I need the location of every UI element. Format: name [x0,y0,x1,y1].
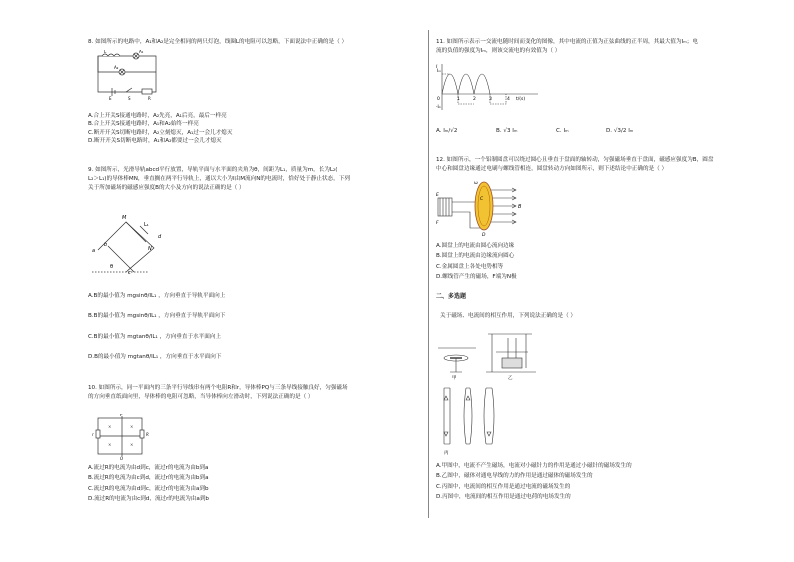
q13-option-c: C.丙图中，电流间的相互作用是通过电流的磁场发生的 [436,483,571,490]
q12-option-d: D.螺线管产生的磁场，F端为N极 [436,274,517,281]
q12-aluminum-disk [475,182,493,230]
q12-label-B: B [518,204,522,210]
q9-label-b: b [104,242,108,248]
q12-label-C: C [480,197,484,202]
q9-label-a: a [92,248,96,254]
q8-label-E: E [109,96,112,100]
svg-text:×: × [108,442,112,447]
q10-option-d: D.流过R的电流为由c到d，流过r的电流为由a到b [88,496,209,503]
q11-stem-line-2: 流的负值的强度为Iₘ，则该交流电的有效值为（ ） [436,48,561,54]
q13-label-bing: 丙 [444,451,449,456]
q11-label-I: I [436,65,438,70]
q13-option-a: A.甲图中，电流不产生磁场，电流对小磁针力的作用是通过小磁针的磁场发生的 [436,463,632,469]
q13-label-jia: 甲 [452,376,457,380]
q8-label-R: R [148,96,151,100]
q8-option-a: A.合上开关S接通电路时，A₂先亮，A₁后亮，最后一样亮 [88,113,227,119]
q8-option-d: D.断开开关S切断电路时，A₁和A₂都要过一会儿才熄灭 [88,138,222,145]
q13-option-d: D.丙图中，电流间的相互作用是通过电荷的电场发生的 [436,494,571,501]
q9-label-M: M [122,215,127,221]
q10-label-Q: Q [120,456,124,460]
q11-option-b: B. √3 Iₘ [496,128,518,134]
q12-stem-line-2: 中心和圆盘边缘通过电刷与螺线管相连，圆盘转动方向如图所示，则下述结论中正确的是（ ） [436,166,668,172]
q10-stem-line-1: 10. 如图所示，同一平面内的三条平行导线串有两个电阻R和r，导体棒PQ与三条导线接触良好，匀强磁场 [88,385,348,391]
q9-stem-line-2: L₂＞L₁)的导体棒MN，垂直搁在两平行导轨上，通以大小为I由M流向N的电流时，恰好处于静止状态，下列 [88,176,350,182]
q9-label-L1: L₁ [144,222,149,228]
q12-disk-diagram [436,176,526,238]
q12-label-D: D [482,233,486,238]
q11-label-unit: t/(s) [516,97,526,102]
q9-label-c: c [128,270,131,274]
q13-figure-jia-yi [436,328,546,380]
q8-option-b: B.合上开关S接通电路时，A₁和A₂始终一样亮 [88,121,199,128]
q13-options [436,462,632,502]
q10-label-r: r [92,432,94,437]
q11-stem-line-1: 11. 如图所示表示一交流电随时间而变化的图像，其中电流的正值为正弦曲线的正半周，其最大值为Iₘ；电 [436,39,698,45]
q9-stem-line-3: 关于所加磁场的磁感应强度B的大小及方向的说法正确的是（ ） [88,185,245,191]
q10-label-P: P [120,414,123,417]
q9-incline-diagram [88,202,168,274]
q12-option-b: B.圆盘上的电流由边缘流向圆心 [436,253,515,260]
q9-option-d: D.B的最小值为 mgtanθ/IL₁ ，方向垂直于水平面向下 [88,354,222,361]
q9-stem [88,166,350,193]
q8-stem: 8. 如图所示的电路中，A₁和A₂是完全相同的两只灯泡，线圈L的电阻可以忽略，下面说法中正确的是（ ） [88,39,348,45]
q11-option-a: A. Iₘ/√2 [436,128,458,134]
q11-label-zero: 0 [437,97,440,102]
q8-label-S: S [128,96,131,100]
q12-label-E: E [436,193,439,198]
q11-label-t3: 3 [489,97,492,102]
column-divider [428,30,429,518]
q9-option-b: B.B的最小值为 mgsinθ/IL₁ ，方向垂直于导轨平面向下 [88,313,226,320]
q8-label-A1: A₁ [139,50,144,54]
q12-options [436,242,517,282]
q9-label-N: N [148,246,152,252]
q12-option-a: A.圆盘上的电流由圆心流向边缘 [436,243,515,249]
q13-figure-bing [436,382,516,458]
svg-text:×: × [130,442,134,447]
q10-option-c: C.流过R的电流为由d到c，流过r的电流为由a到b [88,485,209,492]
q8-label-A2: A₂ [114,65,119,70]
svg-text:×: × [130,424,134,429]
q11-option-c: C. Iₘ [556,128,569,134]
q11-current-graph [436,60,546,112]
q11-stem [436,38,698,56]
q10-options [88,464,209,504]
section-heading-multi-choice: 二、多选题 [436,293,467,300]
q8-options [88,112,232,146]
q10-stem-line-2: 的方向垂直纸面向里，导体棒的电阻可忽略，当导体棒向左滑动时，下列说法正确的是（ ） [88,394,314,400]
q13-label-yi: 乙 [508,376,513,380]
q12-stem [436,156,713,174]
q11-label-neg: -Iₘ [436,104,442,109]
q12-label-F: F [436,221,439,226]
q9-option-a: A.B的最小值为 mgsinθ/IL₁ ，方向垂直于导轨平面向上 [88,293,226,299]
q12-option-c: C.金属圆盘上各处电势相等 [436,263,504,270]
svg-text:×: × [108,424,112,429]
q10-option-a: A.流过R的电流为由d到c，流过r的电流为由b到a [88,465,209,471]
q10-option-b: B.流过R的电流为由c到d，流过r的电流为由b到a [88,475,209,482]
q9-label-d: d [158,234,162,240]
q9-options [88,292,225,362]
q11-option-d: D. √3/2 Iₘ [606,128,634,134]
q13-option-b: B.乙图中，磁体对通电导线的力的作用是通过磁体的磁场发生的 [436,473,593,480]
q8-circuit-diagram [92,50,164,100]
q11-label-Im: Iₘ [437,69,442,74]
q10-stem [88,384,348,402]
q8-option-c: C.断开开关S切断电路时，A₂立刻熄灭，A₁过一会儿才熄灭 [88,129,233,136]
q9-stem-line-1: 9. 如图所示，光滑导轨abcd平行放置，导轨平面与水平面的夹角为θ，间距为L₁，质量为m，长为L₂( [88,167,338,173]
q10-label-R: R [146,432,149,437]
q11-label-t1: 1 [457,97,460,102]
q13-stem: 关于磁场、电流间的相互作用，下列说法正确的是（ ） [440,313,577,319]
q11-label-t2: 2 [473,97,476,102]
q10-circuit-diagram [92,414,152,460]
q12-label-omega: ω [474,181,478,186]
q9-option-c: C.B的最小值为 mgtanθ/IL₁ ，方向垂直于水平面向上 [88,333,222,340]
q8-label-L: L [104,50,107,54]
q9-label-theta: θ [110,264,114,270]
q12-stem-line-1: 12. 如图所示，一个铝制圆盘可以绕过圆心且垂直于盘面的轴转动，匀强磁场垂直于盘面，磁感应强度为B，圆盘 [436,157,714,163]
q11-label-t4: 4 [507,97,510,102]
